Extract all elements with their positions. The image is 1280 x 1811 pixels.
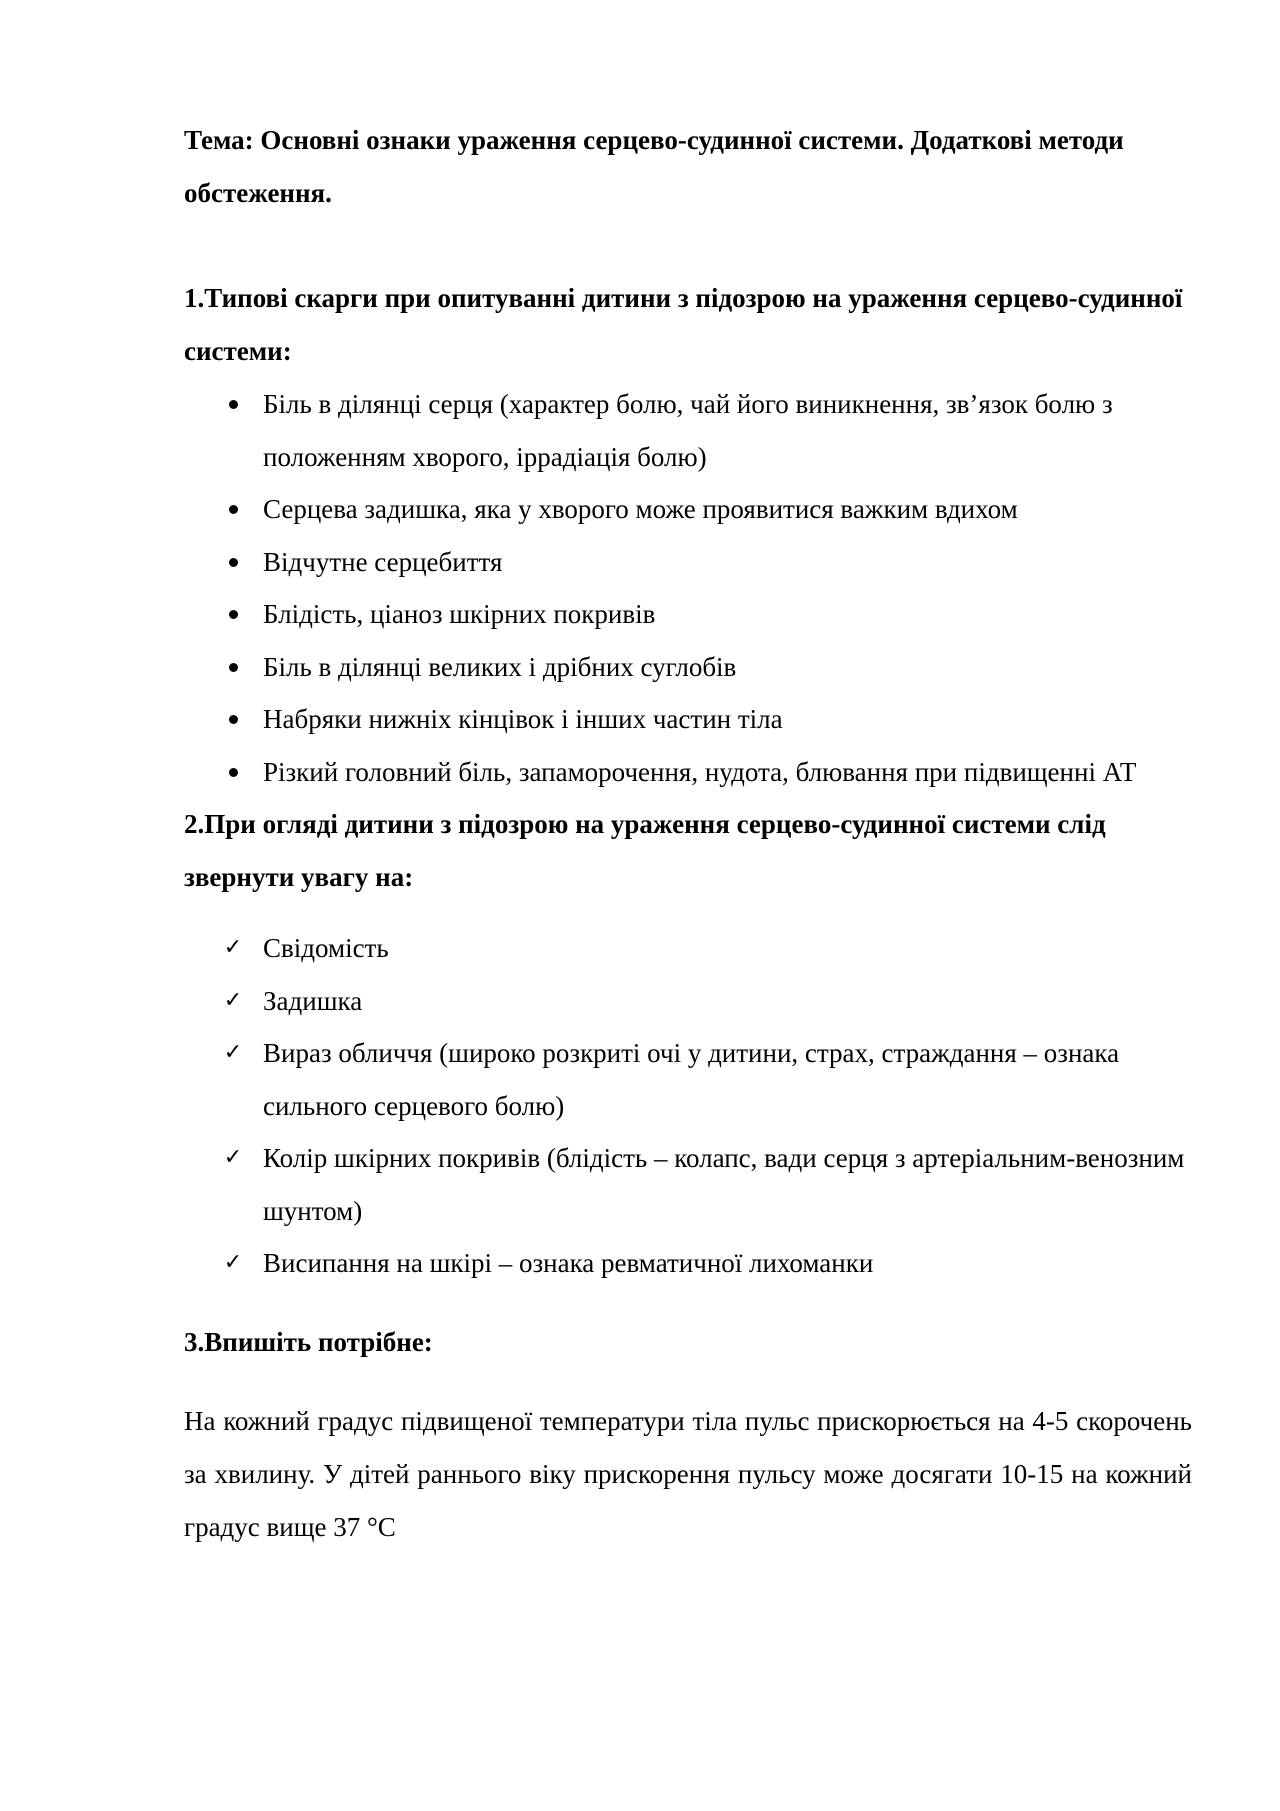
checkmark-icon: ✓ xyxy=(223,987,243,1013)
checkmark-icon: ✓ xyxy=(223,1250,243,1275)
list-item-text: Біль в ділянці серця (характер болю, чай його виникнення, зв’язок болю з положенням хворого, іррадіація болю) xyxy=(263,389,1113,472)
bullet-icon xyxy=(221,588,245,641)
list-item-text: Біль в ділянці великих і дрібних суглобів xyxy=(263,651,737,682)
list-item xyxy=(184,641,1192,694)
spacer xyxy=(184,220,1192,272)
list-item-text: Колір шкірних покривів (блідість – колапс, вади серця з артеріальним-венозним шунтом) xyxy=(263,1143,1185,1226)
bullet-icon xyxy=(221,378,245,431)
list-item xyxy=(184,975,1192,1028)
checkmark-icon: ✓ xyxy=(223,935,243,960)
bullet-icon xyxy=(221,536,245,589)
list-item-text: Різкий головний біль, запаморочення, нудота, блювання при підвищенні АТ xyxy=(263,756,1137,787)
list-item xyxy=(184,483,1192,536)
spacer xyxy=(184,904,1192,922)
list-item-text: Відчутне серцебиття xyxy=(263,546,503,577)
examination-checklist xyxy=(184,922,1192,1290)
complaints-list xyxy=(184,378,1192,798)
list-item xyxy=(184,536,1192,589)
list-item xyxy=(184,1132,1192,1237)
list-item-text: Набряки нижніх кінцівок і інших частин тіла xyxy=(263,704,783,734)
list-item xyxy=(184,922,1192,975)
bullet-icon xyxy=(221,693,245,746)
spacer xyxy=(184,1290,1192,1316)
document-page xyxy=(184,114,1192,1554)
section-2-heading: 2.При огляді дитини з підозрою на ураження серцево-судинної системи слід звернути увагу на: xyxy=(184,809,1106,892)
list-item-text: Свідомість xyxy=(263,933,389,963)
checkmark-icon: ✓ xyxy=(223,1040,243,1065)
checkmark-icon: ✓ xyxy=(223,1145,243,1170)
list-item-text: Блідість, ціаноз шкірних покривів xyxy=(263,599,656,629)
list-item-text: Серцева задишка, яка у хворого може проявитися важким вдихом xyxy=(263,494,1018,524)
list-item xyxy=(184,588,1192,641)
document-title: Тема: Основні ознаки ураження серцево-судинної системи. Додаткові методи обстеження. xyxy=(184,125,1124,208)
bullet-icon xyxy=(221,641,245,694)
list-item xyxy=(184,1237,1192,1290)
list-item xyxy=(184,746,1192,799)
section-3-heading: 3.Впишіть потрібне: xyxy=(184,1326,433,1357)
list-item-text: Висипання на шкірі – ознака ревматичної лихоманки xyxy=(263,1248,874,1278)
list-item xyxy=(184,693,1192,746)
bullet-icon xyxy=(221,746,245,799)
section-3-paragraph: На кожний градус підвищеної температури тіла пульс прискорюється на 4-5 скорочень за хвилину. У дітей раннього віку прискорення пульсу може досягати 10-15 на кожний градус вище 37 °С xyxy=(184,1405,1192,1542)
list-item xyxy=(184,378,1192,483)
spacer xyxy=(184,1369,1192,1395)
list-item xyxy=(184,1027,1192,1132)
list-item-text: Вираз обличчя (широко розкриті очі у дитини, страх, страждання – ознака сильного серцевого болю) xyxy=(263,1038,1120,1121)
section-1-heading: 1.Типові скарги при опитуванні дитини з підозрою на ураження серцево-судинної системи: xyxy=(184,283,1183,366)
bullet-icon xyxy=(221,483,245,536)
list-item-text: Задишка xyxy=(263,985,363,1016)
